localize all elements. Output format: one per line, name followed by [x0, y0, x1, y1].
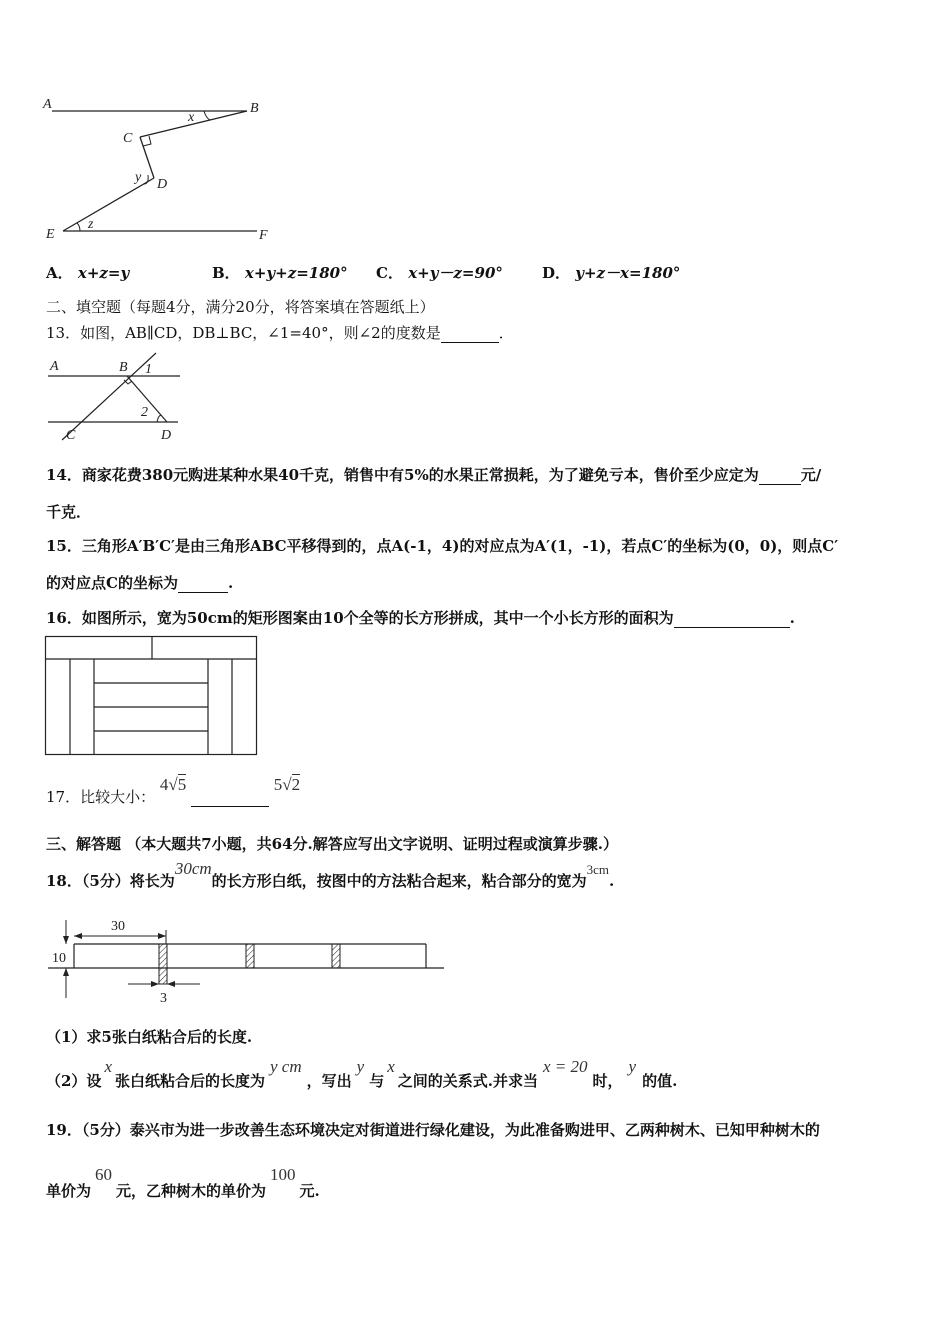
fig18-label-10: 10: [52, 951, 66, 966]
q12-option-c: [376, 262, 503, 283]
question-17: [46, 775, 301, 806]
q18-part2-ycm: y cm: [270, 1057, 302, 1076]
q12-option-d: [542, 262, 680, 283]
figure-q18: [40, 914, 450, 1010]
q12-option-a: [46, 262, 129, 283]
q17-left-coef: 4: [159, 775, 169, 794]
question-14-line1: [46, 464, 821, 485]
question-14-line2: 千克．: [46, 503, 92, 521]
q15-text: 的对应点C的坐标为: [46, 574, 178, 592]
q15-answer-blank[interactable]: [178, 574, 228, 593]
q17-answer-blank[interactable]: [191, 788, 269, 807]
fig13-label-c: C: [66, 428, 76, 443]
q18-part2-b: 张白纸粘合后的长度为: [114, 1072, 265, 1090]
section-2-title: 二、填空题（每题4分，满分20分，将答案填在答题纸上）: [46, 298, 435, 316]
q15-tail: .: [227, 574, 234, 592]
q17-left-expr: [160, 775, 186, 794]
fig13-label-a: A: [50, 359, 59, 374]
option-d-text: y+z－x=180°: [575, 264, 681, 282]
q18-part2-y: y: [356, 1057, 365, 1076]
q19-price-a: 60: [95, 1165, 113, 1184]
q18-part2-c: ，写出: [306, 1072, 352, 1090]
fig13-angle-2: 2: [141, 405, 148, 420]
fig12-label-a: A: [43, 97, 52, 112]
option-c-text: x+y－z=90°: [408, 264, 503, 282]
q17-right-radicand: 2: [291, 775, 301, 794]
q19-text-b: 元，乙种树木的单价为: [116, 1182, 267, 1200]
question-15-line2: [46, 572, 233, 593]
question-16: [46, 607, 795, 628]
q18-middle: 的长方形白纸，按图中的方法粘合起来，粘合部分的宽为: [211, 872, 587, 890]
fig12-label-b: B: [250, 101, 259, 116]
option-d-label: D．: [542, 264, 571, 282]
figure-q16: [44, 635, 260, 758]
q17-right-expr: [274, 775, 300, 794]
section-3-title: 三、解答题 （本大题共7小题，共64分.解答应写出文字说明、证明过程或演算步骤.）: [46, 835, 618, 853]
fig12-label-e: E: [46, 227, 55, 242]
q19-price-b: 100: [270, 1165, 296, 1184]
question-15-line1: 15．三角形A′B′C′是由三角形ABC平移得到的，点A(-1，4)的对应点为A′(1，-1)，若点C′的坐标为(0，0)，则点C′: [46, 537, 839, 555]
q16-text: 16．如图所示，宽为50cm的矩形图案由10个全等的长方形拼成，其中一个小长方形的面积为: [46, 609, 674, 627]
fig18-label-3: 3: [160, 991, 167, 1006]
q14-text: 14．商家花费380元购进某种水果40千克，销售中有5%的水果正常损耗，为了避免亏本，售价至少应定为: [46, 466, 759, 484]
option-b-text: x+y+z=180°: [244, 264, 348, 282]
fig18-label-30: 30: [111, 919, 125, 934]
q13-answer-blank[interactable]: [441, 324, 499, 343]
fig13-angle-1: 1: [145, 362, 152, 377]
q18-part2-g: 的值.: [642, 1072, 678, 1090]
fig12-angle-z: z: [88, 217, 94, 232]
q18-part2-d: 与: [369, 1072, 385, 1090]
q18-part2-y2: y: [628, 1057, 637, 1076]
question-19-line1: 19．（5分）泰兴市为进一步改善生态环境决定对街道进行绿化建设，为此准备购进甲、乙两种树木、已知甲种树木的: [46, 1121, 820, 1139]
q12-option-b: [212, 262, 348, 283]
q18-length: 30cm: [174, 859, 212, 878]
figure-q12: [40, 92, 280, 247]
question-19-line2: [46, 1164, 320, 1200]
fig13-label-b: B: [119, 360, 128, 375]
q19-text-c: 元.: [299, 1182, 320, 1200]
sqrt-icon: √: [168, 775, 178, 794]
q14-answer-blank[interactable]: [759, 466, 801, 485]
q14-unit: 元/: [800, 466, 822, 484]
figure-q13: [42, 350, 192, 445]
q17-right-coef: 5: [273, 775, 283, 794]
q16-tail: .: [789, 609, 795, 627]
q18-part2-e: 之间的关系式.并求当: [397, 1072, 538, 1090]
question-18: [46, 858, 615, 890]
q17-left-radicand: 5: [177, 775, 187, 794]
q18-part2-x2: x: [387, 1057, 395, 1076]
q18-part2-cond: x = 20: [542, 1057, 588, 1076]
option-a-text: x+z=y: [77, 264, 130, 282]
q18-prefix: 18．（5分）将长为: [46, 872, 175, 890]
question-13: [46, 322, 514, 343]
fig13-label-d: D: [161, 428, 172, 443]
sqrt-icon: √: [282, 775, 292, 794]
q19-text-a: 单价为: [46, 1182, 92, 1200]
q13-tail: ．: [498, 324, 514, 342]
question-18-part1: （1）求5张白纸粘合后的长度.: [46, 1028, 253, 1046]
q16-answer-blank[interactable]: [674, 609, 790, 628]
q18-width: 3cm: [586, 862, 610, 877]
option-a-label: A．: [46, 264, 73, 282]
q18-tail: .: [609, 872, 615, 890]
q13-text: 13．如图，AB∥CD，DB⊥BC，∠1=40°，则∠2的度数是: [46, 324, 441, 342]
option-c-label: C．: [376, 264, 403, 282]
fig12-label-d: D: [157, 177, 168, 192]
option-b-label: B．: [212, 264, 240, 282]
fig12-angle-y: y: [135, 170, 142, 185]
q18-part2-x: x: [104, 1057, 112, 1076]
fig12-angle-x: x: [188, 110, 195, 125]
q18-part2-f: 时，: [592, 1072, 623, 1090]
question-18-part2: [46, 1056, 678, 1090]
q18-part2-a: （2）设: [46, 1072, 102, 1090]
q17-text: 17．比较大小：: [46, 788, 156, 806]
fig12-label-c: C: [123, 131, 133, 146]
fig12-label-f: F: [259, 228, 268, 243]
